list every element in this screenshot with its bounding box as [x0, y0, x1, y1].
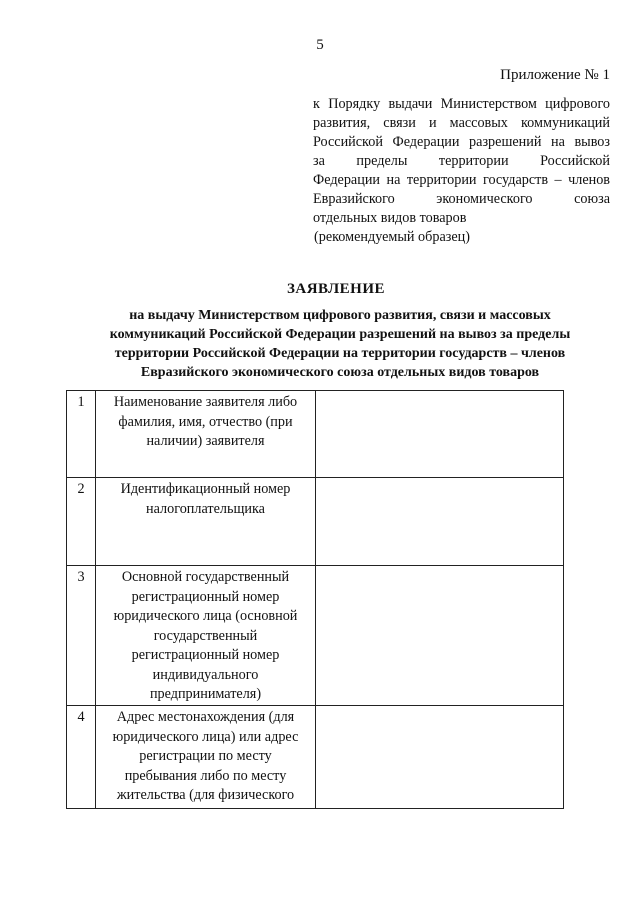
taxpayer-id-field[interactable]: [316, 478, 564, 566]
row-number: 3: [67, 566, 96, 706]
label-line: государственный: [153, 627, 258, 644]
label-line: регистрационный номер: [131, 588, 280, 605]
label-line: юридического лица) или адрес: [112, 728, 299, 745]
row-label: [96, 478, 316, 566]
label-line: юридического лица (основной: [113, 608, 298, 624]
label-line: Наименование заявителя либо: [113, 394, 298, 410]
label-line: регистрационный номер: [131, 647, 280, 663]
row-label: [96, 391, 316, 478]
label-line: фамилия, имя, отчество (при: [118, 413, 293, 430]
label-line: индивидуального: [152, 666, 259, 683]
application-form-table: [66, 390, 564, 809]
address-field[interactable]: [316, 706, 564, 809]
table-row: [67, 478, 564, 566]
appendix-line: за пределы территории Российской: [313, 153, 610, 169]
label-line: налогоплательщика: [146, 500, 265, 517]
table-row: [67, 391, 564, 478]
applicant-name-field[interactable]: [316, 391, 564, 478]
label-line: Идентификационный номер: [120, 481, 291, 497]
appendix-line: развития, связи и массовых коммуникаций: [313, 115, 610, 131]
registration-number-field[interactable]: [316, 566, 564, 706]
appendix-line: Российской Федерации разрешений на вывоз: [313, 134, 610, 150]
recommended-sample-note: (рекомендуемый образец): [314, 229, 470, 245]
row-number: 4: [67, 706, 96, 809]
label-line: Основной государственный: [121, 569, 290, 585]
label-line: жительства (для физического: [116, 787, 295, 803]
table-row: [67, 566, 564, 706]
label-line: Адрес местонахождения (для: [116, 709, 295, 725]
row-number: 1: [67, 391, 96, 478]
appendix-line: к Порядку выдачи Министерством цифрового: [313, 96, 610, 112]
row-label: [96, 706, 316, 809]
page-number: 5: [316, 37, 324, 53]
document-subtitle: [60, 306, 620, 382]
subtitle-line: коммуникаций Российской Федерации разрешений на вывоз за пределы: [109, 327, 571, 342]
document-title: ЗАЯВЛЕНИЕ: [286, 281, 386, 297]
table-row: [67, 706, 564, 809]
appendix-reference: [313, 95, 610, 228]
appendix-line: отдельных видов товаров: [313, 210, 467, 226]
appendix-label: Приложение № 1: [500, 67, 610, 83]
subtitle-line: Евразийского экономического союза отдельных видов товаров: [140, 365, 540, 380]
appendix-line: Евразийского экономического союза: [313, 191, 610, 207]
label-line: регистрации по месту: [139, 748, 272, 764]
row-number: 2: [67, 478, 96, 566]
appendix-line: Федерации на территории государств – членов: [313, 172, 610, 188]
label-line: наличии) заявителя: [146, 433, 265, 449]
subtitle-line: на выдачу Министерством цифрового развития, связи и массовых: [129, 308, 551, 323]
label-line: пребывания либо по месту: [124, 767, 287, 784]
label-line: предпринимателя): [149, 686, 262, 702]
row-label: [96, 566, 316, 706]
subtitle-line: территории Российской Федерации на территории государств – членов: [114, 346, 566, 361]
